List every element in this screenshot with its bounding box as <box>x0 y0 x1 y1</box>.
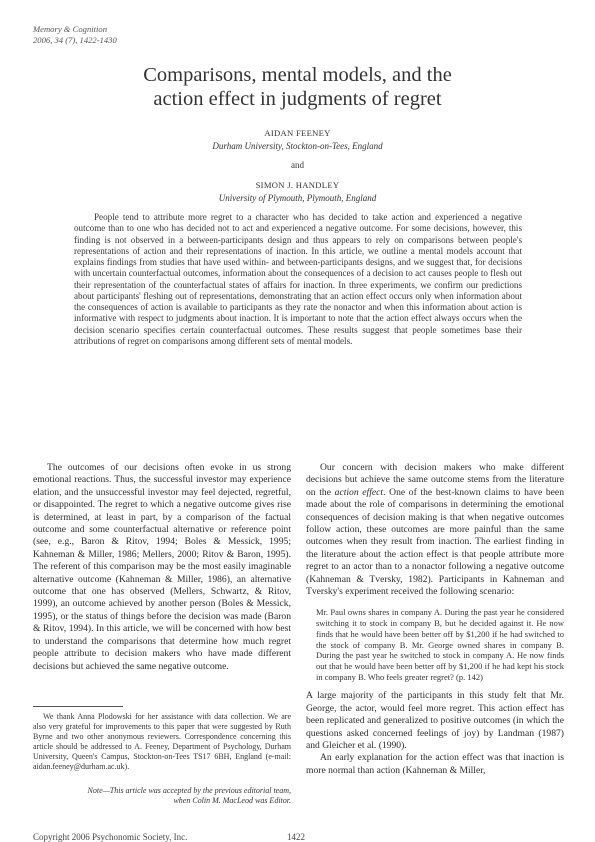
p1-text-after: . One of the best-known claims to have been made about the role of comparisons in determining the emotional consequences of decision making is that when negative outcomes follow action, these outcomes are more painful than the same outcomes when they result from inaction. The earliest finding in the literature about the action effect is that people attribute more regret to an actor than to a nonactor following a negative outcome (Kahneman & Tversky, 1982). Participants in Kahneman and Tversky's experiment received the following scenario: <box>306 486 564 598</box>
action-effect-term: action effect <box>334 486 384 498</box>
intro-paragraph: The outcomes of our decisions often evoke in us strong emotional reactions. Thus, the successful investor may experience elation, and the unsuccessful investor may feel dejected, regretful, or disappointed. The regret to which a negative outcome gives rise is determined, at least in part, by a comparison of the factual outcome and some counterfactual alternative or reference point (see, e.g., Baron & Ritov, 1994; Boles & Messick, 1995; Kahneman & Miller, 1986; Mellers, 2000; Ritov & Baron, 1995). The referent of this comparison may be the most easily imaginable alternative outcome (Kahneman & Miller, 1986), an alternative outcome that one has observed (Mellers, Schwartz, & Ritov, 1999), an outcome achieved by another person (Boles & Messick, 1995), or the status of things before the decision was made (Baron & Ritov, 1994). In this article, we will be concerned with how best to understand the comparisons that determine how much regret people attribute to decision makers who have made different decisions but achieved the same negative outcome. <box>33 462 291 672</box>
action-effect-paragraph <box>306 462 564 598</box>
author-separator: and <box>291 160 304 170</box>
journal-header <box>33 24 117 45</box>
author-name-2: SIMON J. HANDLEY <box>255 180 340 190</box>
scenario-quote <box>316 607 564 682</box>
author-name-1: AIDAN FEENEY <box>264 128 331 138</box>
title-line-2: action effect in judgments of regret <box>153 88 442 110</box>
right-column <box>306 462 564 777</box>
paper-title <box>80 63 515 111</box>
author-affiliation-1: Durham University, Stockton-on-Tees, England <box>212 141 383 151</box>
page-number: 1422 <box>287 832 305 842</box>
title-line-1: Comparisons, mental models, and the <box>143 64 452 86</box>
editorial-note-line-1: Note—This article was accepted by the previous editorial team, <box>87 786 291 795</box>
abstract: People tend to attribute more regret to a character who has decided to take action and experienced a negative outcome than to one who has decided not to act and experienced a negative outcome. For some decisions, however, this finding is not observed in a between-participants design and thus appears to rely on comparisons between people's representations of action and their representations of inaction. In this article, we outline a mental models account that explains findings from studies that have used within- and between-participants designs, and we suggest that, for decisions with uncertain counterfactual outcomes, information about the consequences of a decision to act causes people to flesh out their representation of the counterfactual states of affairs for inaction. In three experiments, we confirm our predictions about participants' fleshing out of representations, demonstrating that an action effect occurs only when information about the consequences of action is available to participants as they rate the nonactor and when this information about action is informative with respect to judgments about inaction. It is important to note that the action effect always occurs when the decision scenario specifies certain counterfactual outcomes. These results suggest that people sometimes base their attributions of regret on comparisons among different sets of mental models. <box>74 212 522 346</box>
editorial-note <box>33 786 291 806</box>
scenario-quote-text: Mr. Paul owns shares in company A. During the past year he considered switching it to stock in company B, but he decided against it. He now finds that he would have been better off by $1,200 if he had switched to the stock of company B. Mr. George owned shares in company B. During the past year he switched to stock in company A. He now finds out that he would have been better off by $1,200 if he had kept his stock in company B. Who feels greater regret? (p. 142) <box>316 607 564 682</box>
journal-name: Memory & Cognition <box>33 24 107 34</box>
majority-paragraph: A large majority of the participants in this study felt that Mr. George, the actor, would feel more regret. This action effect has been replicated and generalized to positive outcomes (in which the questions asked concerned feelings of joy) by Landman (1987) and Gleicher et al. (1990). <box>306 690 564 752</box>
after-quote <box>306 690 564 777</box>
author-affiliation-2: University of Plymouth, Plymouth, England <box>218 193 377 203</box>
footnote-rule <box>33 706 123 707</box>
acknowledgment-text: We thank Anna Plodowski for her assistance with data collection. We are also very grateful for improvements to this paper that were suggested by Ruth Byrne and two other anonymous reviewers. Correspondence concerning this article should be addressed to A. Feeney, Department of Psychology, Durham University, Queen's Campus, Stockton-on-Tees TS17 6BH, England (e-mail: aidan.feeney@durham.ac.uk). <box>33 712 291 771</box>
explanation-paragraph: An early explanation for the action effect was that inaction is more normal than action (Kahneman & Miller, <box>306 752 564 776</box>
footnote <box>33 712 291 772</box>
p1-text-before: Our concern with decision makers who make different decisions but achieve the same outcome stems from the literature on the <box>306 462 564 498</box>
left-column <box>33 462 291 673</box>
editorial-note-line-2: when Colin M. MacLeod was Editor. <box>173 796 291 805</box>
copyright-notice: Copyright 2006 Psychonomic Society, Inc. <box>33 832 188 842</box>
journal-citation: 2006, 34 (7), 1422-1430 <box>33 34 117 45</box>
